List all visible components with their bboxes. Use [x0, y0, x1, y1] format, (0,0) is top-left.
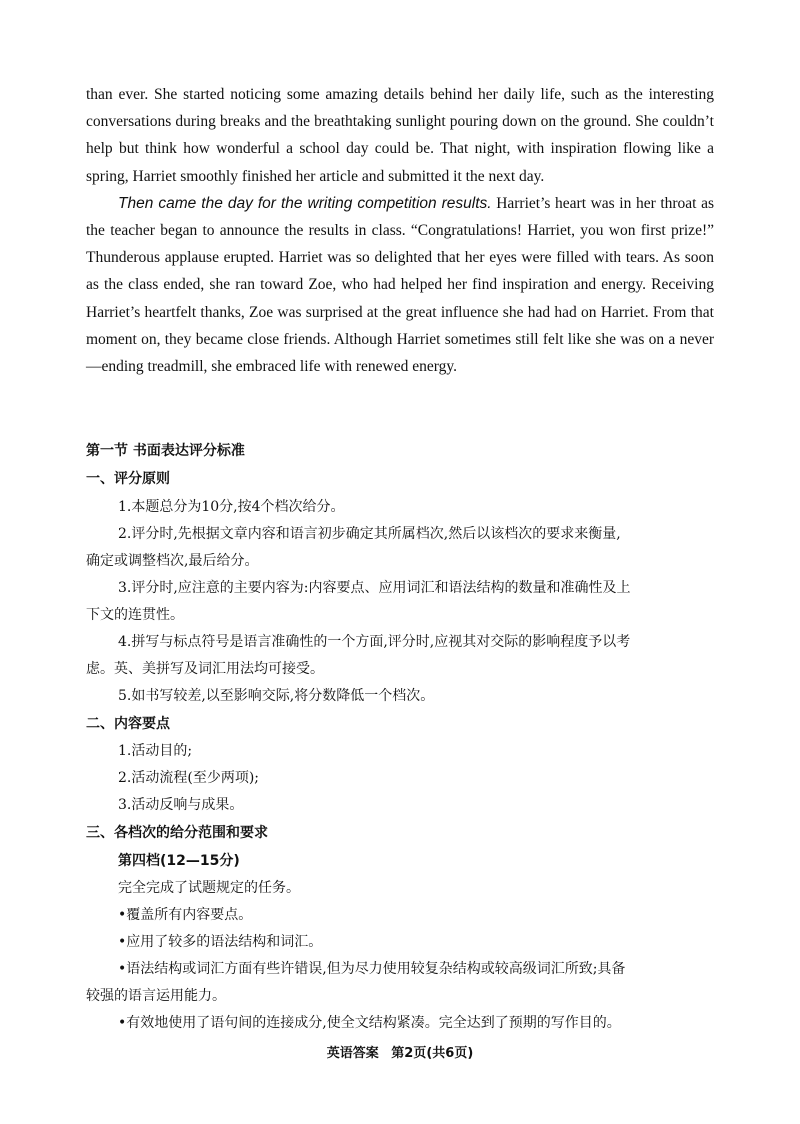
- paragraph-body: Harriet’s heart was in her throat as the teacher began to announce the results in class. “Congratulations! Harriet, you won first prize!” Thunderous applause erupted. Harriet was so delighted that her eyes were filled with tears. As soon as the class ended, she ran toward Zoe, who had helped her find inspiration and energy. Receiving Harriet’s heartfelt thanks, Zoe was surprised at the great influence she had had on Harriet. From that moment on, they became close friends. Although Harriet sometimes still felt like she was on a never—ending treadmill, she embraced life with renewed energy.: [86, 194, 714, 376]
- principle-item-2-line-2: 确定或调整档次,最后给分。: [86, 553, 259, 569]
- grades-heading: 三、各档次的给分范围和要求: [86, 825, 268, 841]
- principle-item-5: 5.如书写较差,以至影响交际,将分数降低一个档次。: [118, 688, 435, 704]
- paragraph-lead-sentence: Then came the day for the writing competition results.: [118, 194, 492, 212]
- principle-item-3-line-1: 3.评分时,应注意的主要内容为:内容要点、应用词汇和语法结构的数量和准确性及上: [118, 580, 631, 596]
- tier4-bullet-3-line-2: 较强的语言运用能力。: [86, 988, 226, 1004]
- page-footer: [0, 1042, 800, 1061]
- principle-item-4-line-2: 虑。英、美拼写及词汇用法均可接受。: [86, 661, 324, 677]
- content-points-heading: 二、内容要点: [86, 716, 170, 732]
- tier4-title: 第四档(12—15分): [118, 853, 240, 869]
- section-title: 第一节 书面表达评分标准: [86, 443, 245, 459]
- tier4-bullet-2: •应用了较多的语法结构和词汇。: [118, 934, 323, 950]
- principle-item-4-line-1: 4.拼写与标点符号是语言准确性的一个方面,评分时,应视其对交际的影响程度予以考: [118, 634, 631, 650]
- content-point-1: 1.活动目的;: [118, 743, 193, 759]
- principles-heading: 一、评分原则: [86, 471, 170, 487]
- story-paragraph-2: [86, 190, 714, 380]
- content-point-2: 2.活动流程(至少两项);: [118, 770, 259, 786]
- principle-item-1: 1.本题总分为10分,按4个档次给分。: [118, 499, 345, 515]
- story-passage: [86, 81, 714, 380]
- principle-item-3-line-2: 下文的连贯性。: [86, 607, 184, 623]
- tier4-bullet-3-line-1: •语法结构或词汇方面有些许错误,但为尽力使用较复杂结构或较高级词汇所致;具备: [118, 961, 626, 977]
- story-paragraph-1: than ever. She started noticing some amazing details behind her daily life, such as the interesting conversations during breaks and the breathtaking sunlight pouring down on the ground. She couldn’t help but think how wonderful a school day could be. That night, with inspiration flowing like a spring, Harriet smoothly finished her article and submitted it the next day.: [86, 86, 714, 185]
- footer-subject: 英语答案: [326, 1046, 379, 1061]
- principle-item-2-line-1: 2.评分时,先根据文章内容和语言初步确定其所属档次,然后以该档次的要求来衡量,: [118, 526, 621, 542]
- tier4-bullet-4: •有效地使用了语句间的连接成分,使全文结构紧凑。完全达到了预期的写作目的。: [118, 1015, 621, 1031]
- footer-page-number: 第2页(共6页): [391, 1046, 474, 1061]
- tier4-bullet-1: •覆盖所有内容要点。: [118, 907, 253, 923]
- content-point-3: 3.活动反响与成果。: [118, 797, 244, 813]
- tier4-description: 完全完成了试题规定的任务。: [118, 880, 300, 896]
